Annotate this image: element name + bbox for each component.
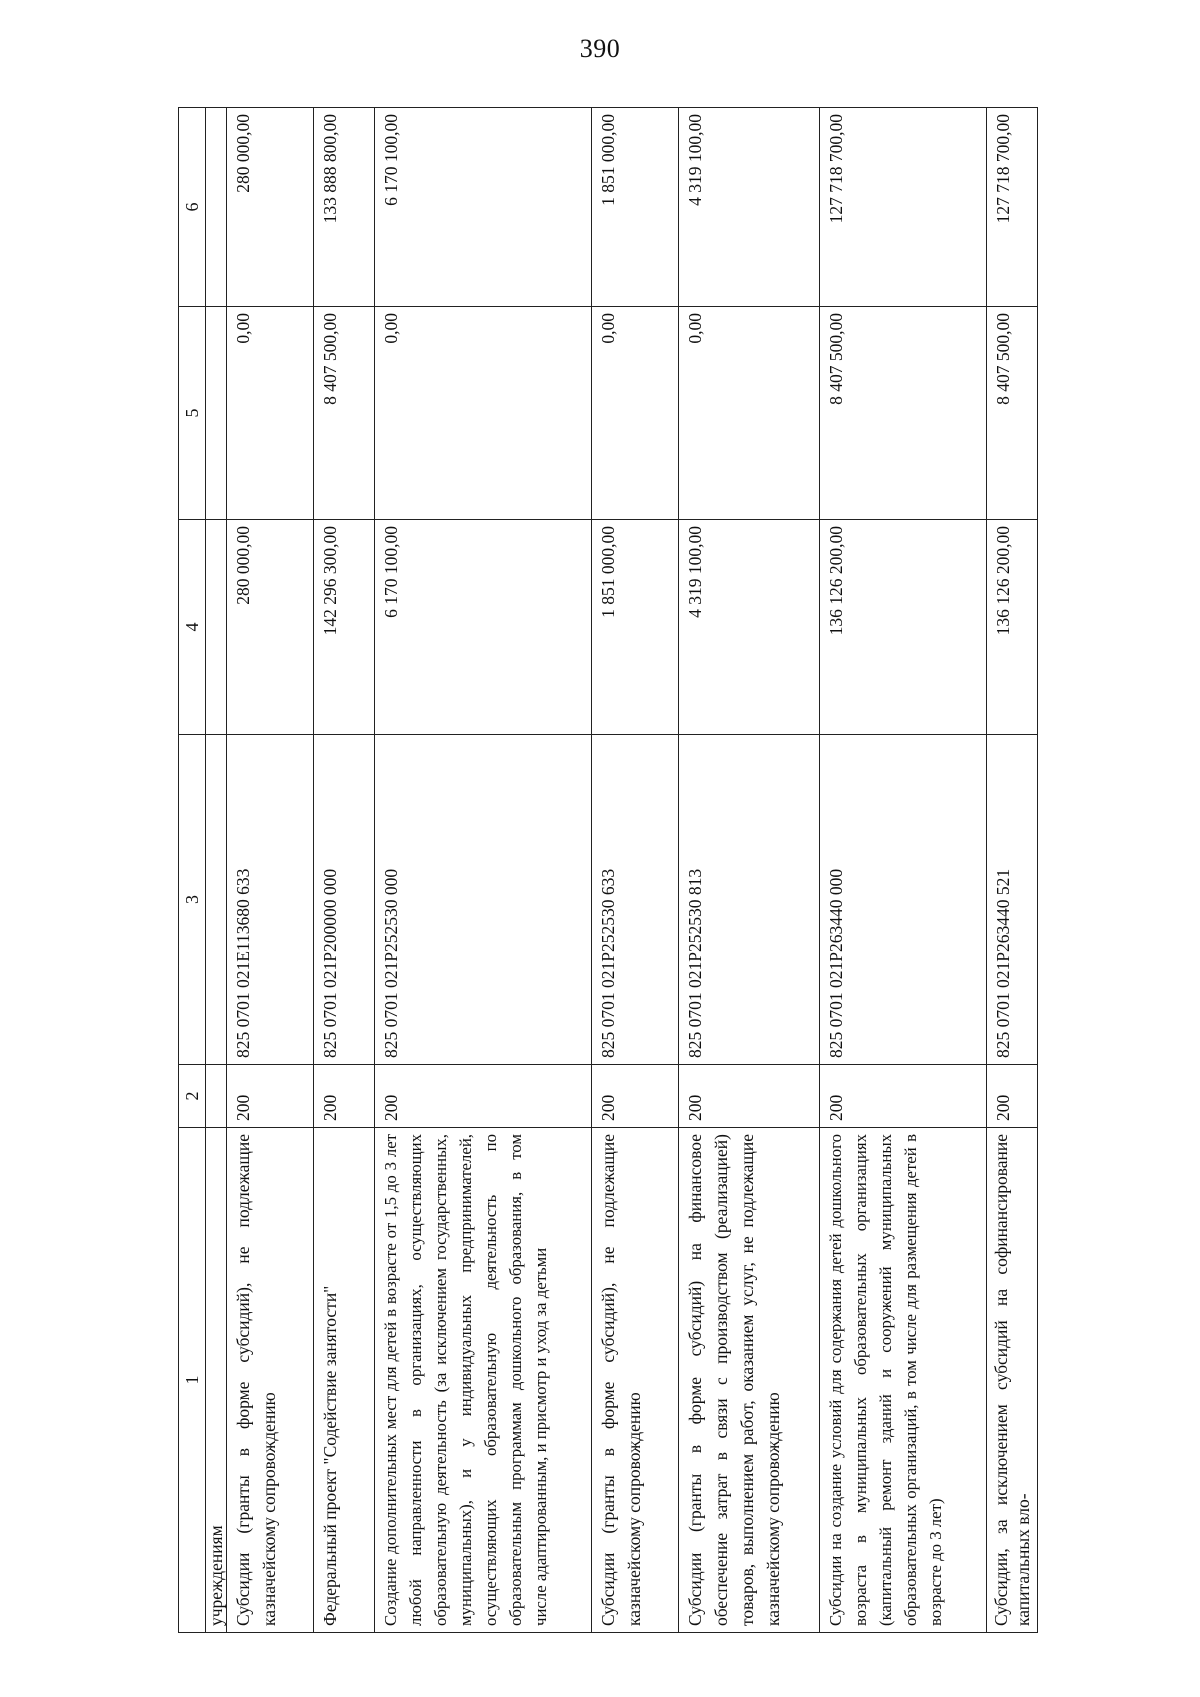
- row-code: 825 0701 021P252530 813: [679, 735, 820, 1065]
- continuation-empty-5: [206, 307, 227, 520]
- table-row: [314, 108, 375, 1633]
- continuation-empty-3: [206, 735, 227, 1065]
- table-row: [679, 108, 820, 1633]
- row-col6: 280 000,00: [227, 108, 314, 307]
- row-kvr: 200: [820, 1065, 987, 1128]
- continuation-empty-2: [206, 1065, 227, 1128]
- row-name: Создание дополнительных мест для детей в возрасте от 1,5 до 3 лет любой направленности в организациях, осуществляющих образовательную деятельность (за исключением государственных, муниципальных), и у индивидуальных предпринимателей, осуществляющих образовательную деятельность по образовательным программам дошкольного образования, в том числе адаптированным, и присмотр и уход за детьми: [375, 1128, 592, 1633]
- row-col4: 4 319 100,00: [679, 520, 820, 735]
- continuation-empty-4: [206, 520, 227, 735]
- row-kvr: 200: [227, 1065, 314, 1128]
- row-col4: 142 296 300,00: [314, 520, 375, 735]
- table-header-row: [179, 108, 206, 1633]
- row-col4: 136 126 200,00: [820, 520, 987, 735]
- row-kvr: 200: [679, 1065, 820, 1128]
- row-name: Субсидии (гранты в форме субсидий), не подлежащие казначейскому сопровождению: [227, 1128, 314, 1633]
- continuation-text: учреждениям: [206, 1128, 227, 1633]
- row-col5: 0,00: [592, 307, 679, 520]
- row-code: 825 0701 021P263440 000: [820, 735, 987, 1065]
- row-kvr: 200: [314, 1065, 375, 1128]
- row-name: Субсидии, за исключением субсидий на софинансирование капитальных вло-: [987, 1128, 1038, 1633]
- row-code: 825 0701 021E113680 633: [227, 735, 314, 1065]
- row-col6: 4 319 100,00: [679, 108, 820, 307]
- header-col-4: 4: [179, 520, 206, 735]
- table-row: [375, 108, 592, 1633]
- row-col5: 8 407 500,00: [820, 307, 987, 520]
- table-frame: [178, 108, 1091, 1633]
- row-col5: 0,00: [227, 307, 314, 520]
- table-row: [227, 108, 314, 1633]
- header-col-1: 1: [179, 1128, 206, 1633]
- row-col4: 280 000,00: [227, 520, 314, 735]
- header-col-6: 6: [179, 108, 206, 307]
- row-code: 825 0701 021P252530 000: [375, 735, 592, 1065]
- row-col6: 127 718 700,00: [820, 108, 987, 307]
- continuation-empty-6: [206, 108, 227, 307]
- row-code: 825 0701 021P252530 633: [592, 735, 679, 1065]
- row-col4: 1 851 000,00: [592, 520, 679, 735]
- page-number: 390: [579, 34, 621, 63]
- row-kvr: 200: [592, 1065, 679, 1128]
- row-col5: 8 407 500,00: [314, 307, 375, 520]
- budget-table: [178, 107, 1038, 1633]
- row-col6: 1 851 000,00: [592, 108, 679, 307]
- header-col-2: 2: [179, 1065, 206, 1128]
- row-col6: 6 170 100,00: [375, 108, 592, 307]
- row-name: Субсидии на создание условий для содержания детей дошкольного возраста в муниципальных образовательных организациях (капитальный ремонт зданий и сооружений муниципальных образовательных организаций, в том числе для размещения детей в возрасте до 3 лет): [820, 1128, 987, 1633]
- continuation-row: [206, 108, 227, 1633]
- row-col6: 133 888 800,00: [314, 108, 375, 307]
- row-name: Субсидии (гранты в форме субсидий), не подлежащие казначейскому сопровождению: [592, 1128, 679, 1633]
- rotated-table-container: [178, 108, 1091, 1633]
- row-kvr: 200: [987, 1065, 1038, 1128]
- row-col5: 0,00: [679, 307, 820, 520]
- row-col6: 127 718 700,00: [987, 108, 1038, 307]
- header-col-3: 3: [179, 735, 206, 1065]
- table-row: [820, 108, 987, 1633]
- row-name: Субсидии (гранты в форме субсидий) на финансовое обеспечение затрат в связи с производством (реализацией) товаров, выполнением работ, оказанием услуг, не подлежащие казначейскому сопровождению: [679, 1128, 820, 1633]
- row-code: 825 0701 021P200000 000: [314, 735, 375, 1065]
- row-col4: 6 170 100,00: [375, 520, 592, 735]
- table-row: [592, 108, 679, 1633]
- row-col4: 136 126 200,00: [987, 520, 1038, 735]
- row-name: Федеральный проект "Содействие занятости": [314, 1128, 375, 1633]
- row-col5: 8 407 500,00: [987, 307, 1038, 520]
- row-col5: 0,00: [375, 307, 592, 520]
- row-kvr: 200: [375, 1065, 592, 1128]
- table-row: [987, 108, 1038, 1633]
- header-col-5: 5: [179, 307, 206, 520]
- row-code: 825 0701 021P263440 521: [987, 735, 1038, 1065]
